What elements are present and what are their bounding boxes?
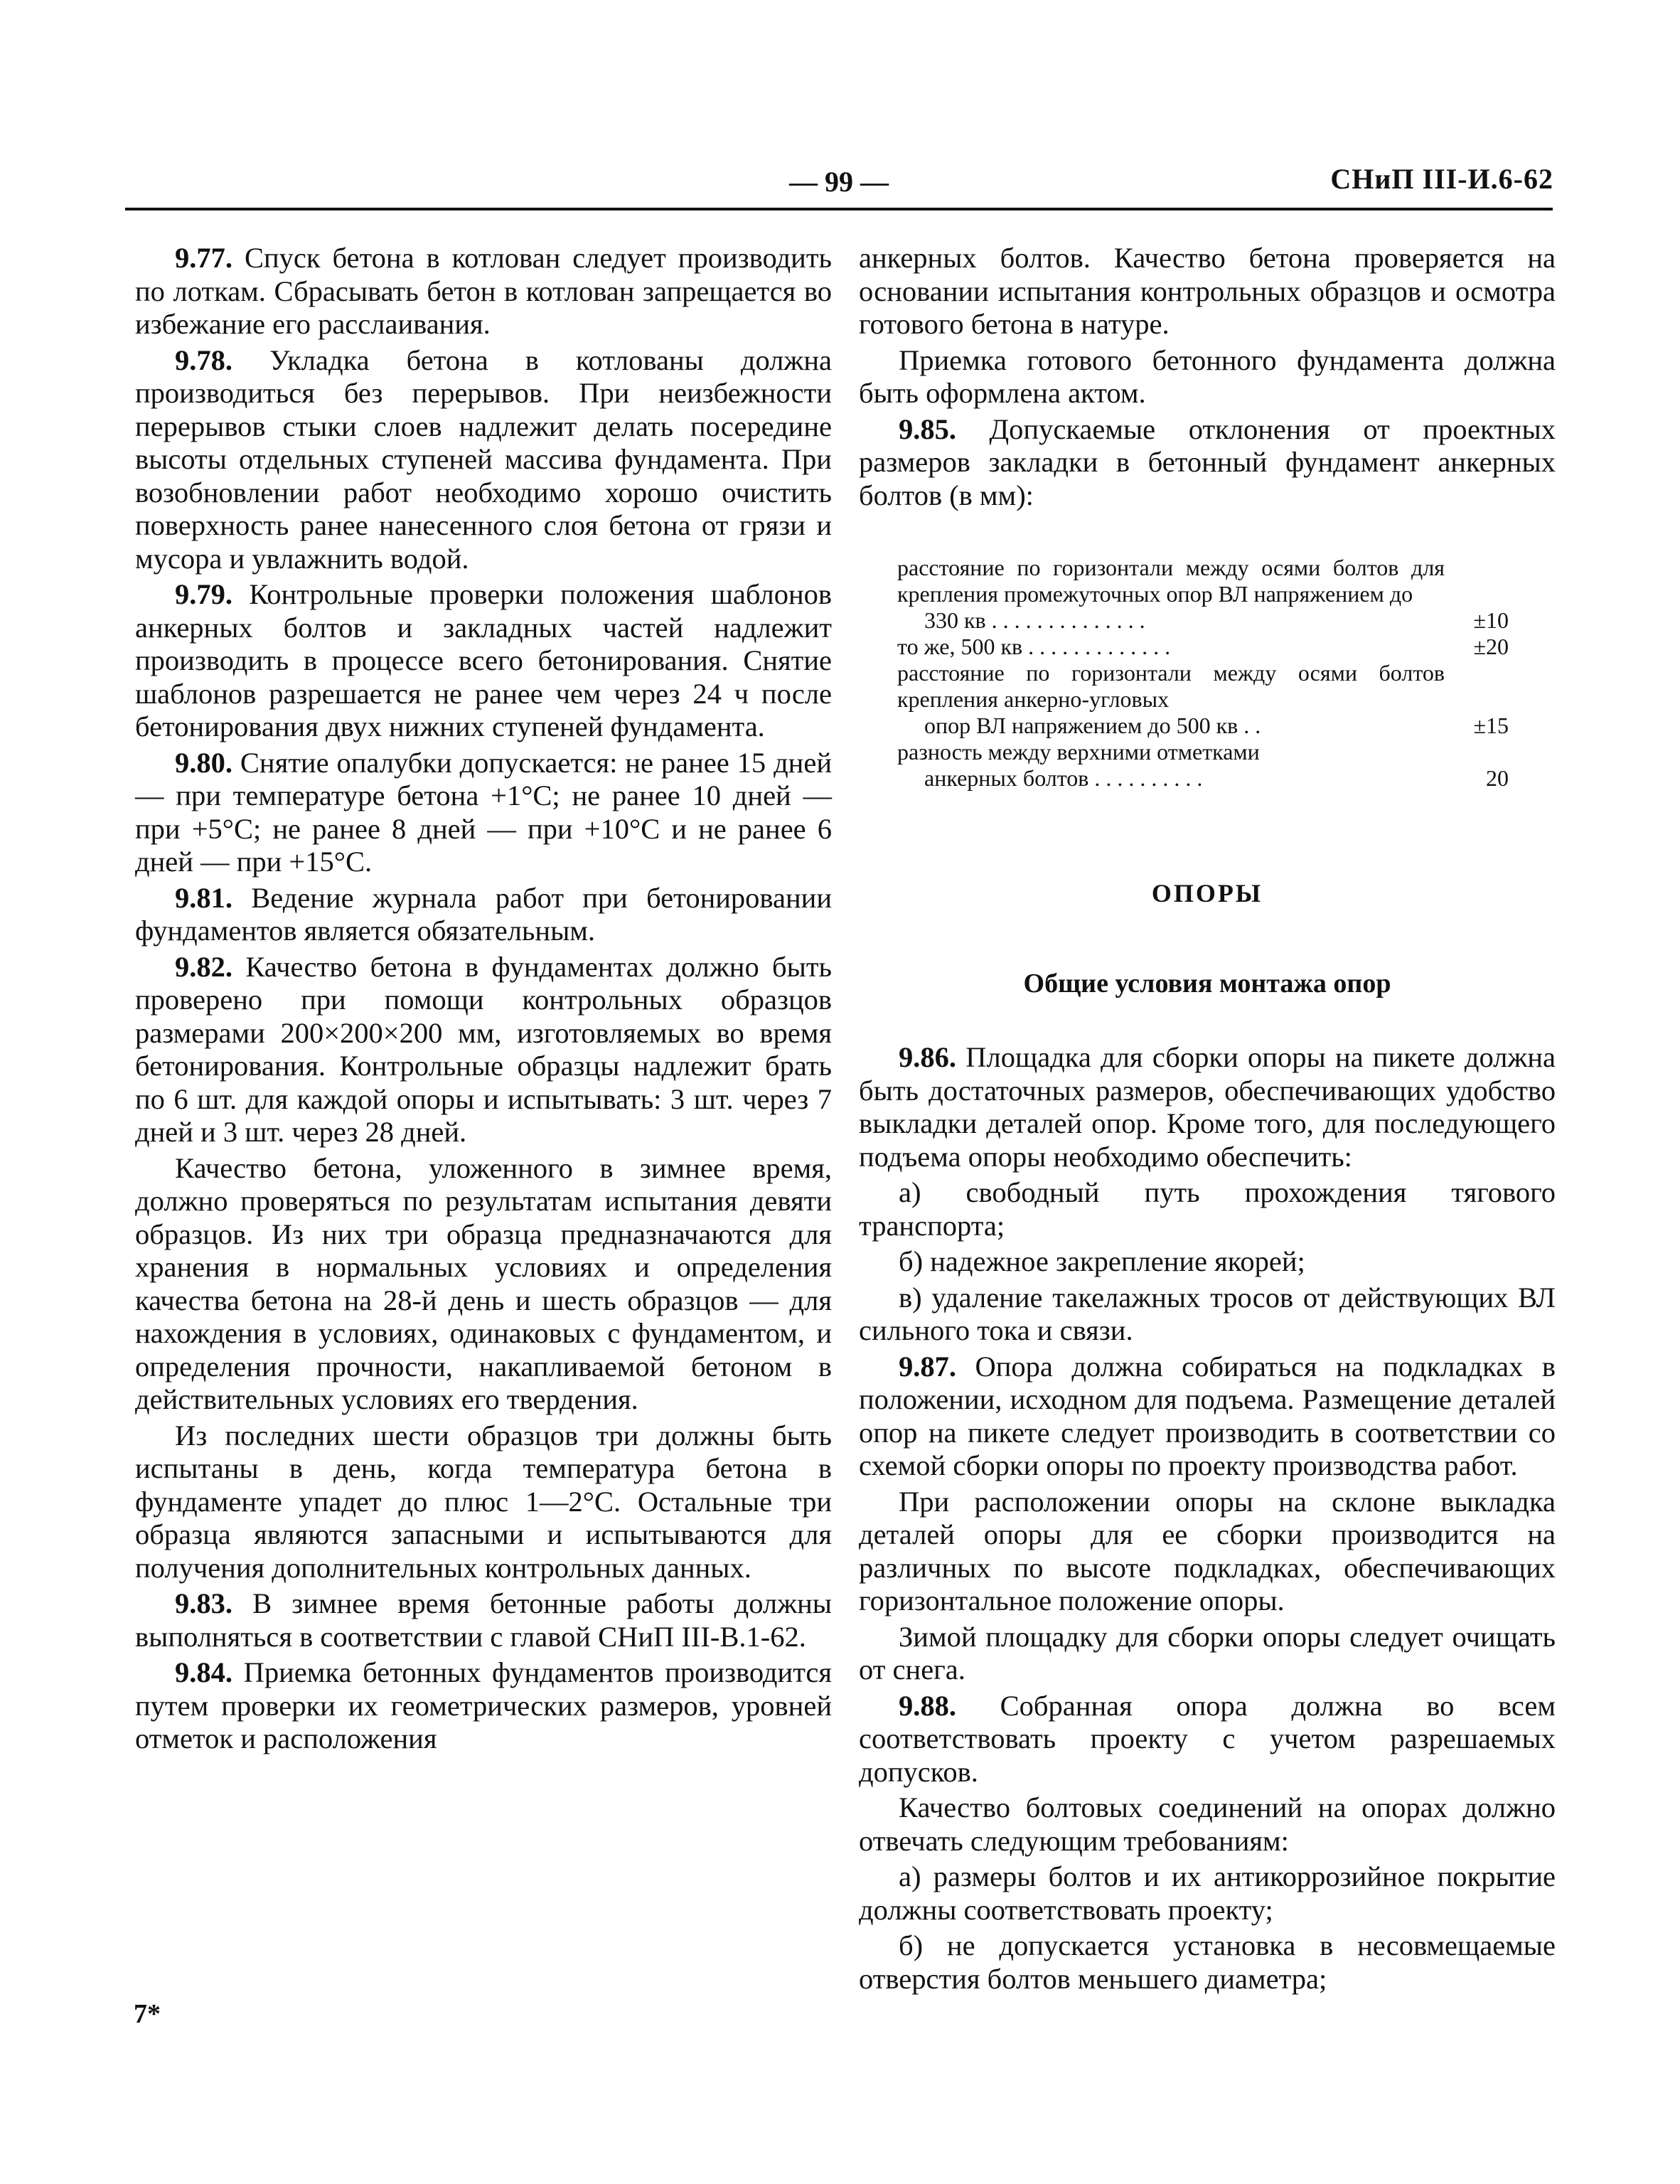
paragraph-9-84: 9.84. Приемка бетонных фундаментов производится путем проверки их геометрических размеров, уровней отметок и расположения xyxy=(135,1656,832,1754)
paragraph-9-77: 9.77. Спуск бетона в котлован следует производить по лоткам. Сбрасывать бетон в котлован запрещается во избежание его расслаивания. xyxy=(135,242,832,340)
paragraph-9-79: 9.79. Контрольные проверки положения шаблонов анкерных болтов и закладных частей надлежит производить в процессе всего бетонирования. Снятие шаблонов разрешается не ранее чем через 24 ч после бетонирования двух нижних ступеней фундамента. xyxy=(135,578,833,742)
tolerance-value: ±15 xyxy=(1473,713,1509,738)
clause-number: 9.87. xyxy=(899,1350,956,1383)
left-column xyxy=(135,242,832,1759)
list-item: б) не допускается установка в несовмещаемые отверстия болтов меньшего диаметра; xyxy=(859,1929,1556,1995)
tolerance-value: ±20 xyxy=(1473,634,1509,659)
tolerance-row xyxy=(897,660,1509,739)
clause-number: 9.81. xyxy=(175,881,232,914)
paragraph-9-87: 9.87. Опора должна собираться на подкладках в положении, исходном для подъема. Размещение деталей опор на пикете следует производить в соответствии со схемой сборки опоры по проекту производства работ. xyxy=(859,1350,1556,1481)
paragraph-9-87-slope: При расположении опоры на склоне выкладка деталей опоры для ее сборки производится на различных по высоте подкладках, обеспечивающих горизонтальное положение опоры. xyxy=(859,1485,1556,1616)
clause-number: 9.88. xyxy=(899,1689,956,1722)
tolerance-value: 20 xyxy=(1486,765,1509,791)
tolerance-table xyxy=(897,555,1509,792)
tolerance-row xyxy=(897,634,1509,660)
paragraph-9-88: 9.88. Собранная опора должна во всем соответствовать проекту с учетом разрешаемых допусков. xyxy=(859,1689,1556,1788)
right-column xyxy=(859,242,1556,1998)
clause-number: 9.84. xyxy=(175,1656,232,1688)
section-title: ОПОРЫ xyxy=(1151,879,1263,907)
paragraph-9-85: 9.85. Допускаемые отклонения от проектных размеров закладки в бетонный фундамент анкерных болтов (в мм): xyxy=(859,412,1556,511)
tolerance-label-end: 330 кв . . . . . . . . . . . . . . xyxy=(924,607,1145,633)
header-rule xyxy=(125,208,1553,211)
list-item: а) свободный путь прохождения тягового транспорта; xyxy=(859,1176,1556,1242)
signature-mark: 7* xyxy=(134,1999,161,2029)
tolerance-label-end: анкерных болтов . . . . . . . . . . xyxy=(924,765,1203,791)
tolerance-value: ±10 xyxy=(1473,607,1509,633)
document-code: СНиП III-И.6-62 xyxy=(1330,163,1553,195)
clause-number: 9.80. xyxy=(175,746,232,779)
list-item: а) размеры болтов и их антикоррозийное покрытие должны соответствовать проекту; xyxy=(859,1860,1556,1926)
paragraph-9-87-winter: Зимой площадку для сборки опоры следует очищать от снега. xyxy=(859,1620,1556,1685)
paragraph-9-80: 9.80. Снятие опалубки допускается: не ранее 15 дней — при температуре бетона +1°С; не ранее 10 дней — при +5°С; не ранее 8 дней — при +10°С и не ранее 6 дней — при +15°С. xyxy=(135,746,832,878)
tolerance-label: расстояние по горизонтали между осями болтов крепления анкерно-угловых xyxy=(897,660,1445,712)
list-item: в) удаление такелажных тросов от действующих ВЛ сильного тока и связи. xyxy=(859,1281,1556,1346)
paragraph-9-82-winter: Качество бетона, уложенного в зимнее время, должно проверяться по результатам испытания девяти образцов. Из них три образца предназначаются для хранения в нормальных условиях и определения качества бетона на 28-й день и шесть образцов — для нахождения в условиях, одинаковых с фундаментом, и определения прочности, накапливаемой бетоном в действительных условиях его твердения. xyxy=(135,1151,832,1415)
clause-number: 9.85. xyxy=(899,412,956,445)
tolerance-label: то же, 500 кв . . . . . . . . . . . . . xyxy=(897,634,1171,659)
clause-number: 9.79. xyxy=(175,578,232,610)
tolerance-label: расстояние по горизонтали между осями болтов для крепления промежуточных опор ВЛ напряжением до xyxy=(897,555,1445,607)
clause-number: 9.78. xyxy=(175,343,232,376)
paragraph-9-82-samples: Из последних шести образцов три должны быть испытаны в день, когда температура бетона в фундаменте упадет до плюс 1—2°С. Остальные три образца являются запасными и испытываются для получения дополнительных контрольных данных. xyxy=(135,1419,832,1584)
clause-number: 9.77. xyxy=(175,242,232,274)
tolerance-row xyxy=(897,555,1509,634)
clause-number: 9.82. xyxy=(175,950,232,983)
page-number: — 99 — xyxy=(789,166,889,198)
tolerance-row xyxy=(897,739,1509,792)
tolerance-label-end: опор ВЛ напряжением до 500 кв . . xyxy=(924,713,1261,738)
list-item: б) надежное закрепление якорей; xyxy=(899,1245,1305,1277)
paragraph-9-84-continued: анкерных болтов. Качество бетона проверяется на основании испытания контрольных образцов и осмотра готового бетона в натуре. xyxy=(859,242,1556,340)
paragraph-9-84-acceptance: Приемка готового бетонного фундамента должна быть оформлена актом. xyxy=(859,343,1556,409)
tolerance-label: разность между верхними отметками xyxy=(897,739,1260,765)
paragraph-9-86: 9.86. Площадка для сборки опоры на пикете должна быть достаточных размеров, обеспечивающих удобство выкладки деталей опор. Кроме того, для последующего подъема опоры необходимо обеспечить: xyxy=(859,1041,1556,1173)
paragraph-9-78: 9.78. Укладка бетона в котлованы должна производиться без перерывов. При неизбежности перерывов стыки слоев надлежит делать посередине высоты отдельных ступеней массива фундамента. При возобновлении работ необходимо хорошо очистить поверхность ранее нанесенного слоя бетона от грязи и мусора и увлажнить водой. xyxy=(135,343,832,575)
subsection-title: Общие условия монтажа опор xyxy=(1023,968,1391,998)
paragraph-9-83: 9.83. В зимнее время бетонные работы должны выполняться в соответствии с главой СНиП III-В.1-62. xyxy=(135,1587,833,1653)
paragraph-9-82: 9.82. Качество бетона в фундаментах должно быть проверено при помощи контрольных образцов размерами 200×200×200 мм, изготовляемых во время бетонирования. Контрольные образцы надлежит брать по 6 шт. для каждой опоры и испытывать: 3 шт. через 7 дней и 3 шт. через 28 дней. xyxy=(135,950,832,1148)
paragraph-9-81: 9.81. Ведение журнала работ при бетонировании фундаментов является обязательным. xyxy=(135,881,833,947)
paragraph-9-88-bolts: Качество болтовых соединений на опорах должно отвечать следующим требованиям: xyxy=(859,1791,1556,1857)
clause-number: 9.83. xyxy=(175,1587,232,1619)
clause-number: 9.86. xyxy=(899,1041,956,1073)
